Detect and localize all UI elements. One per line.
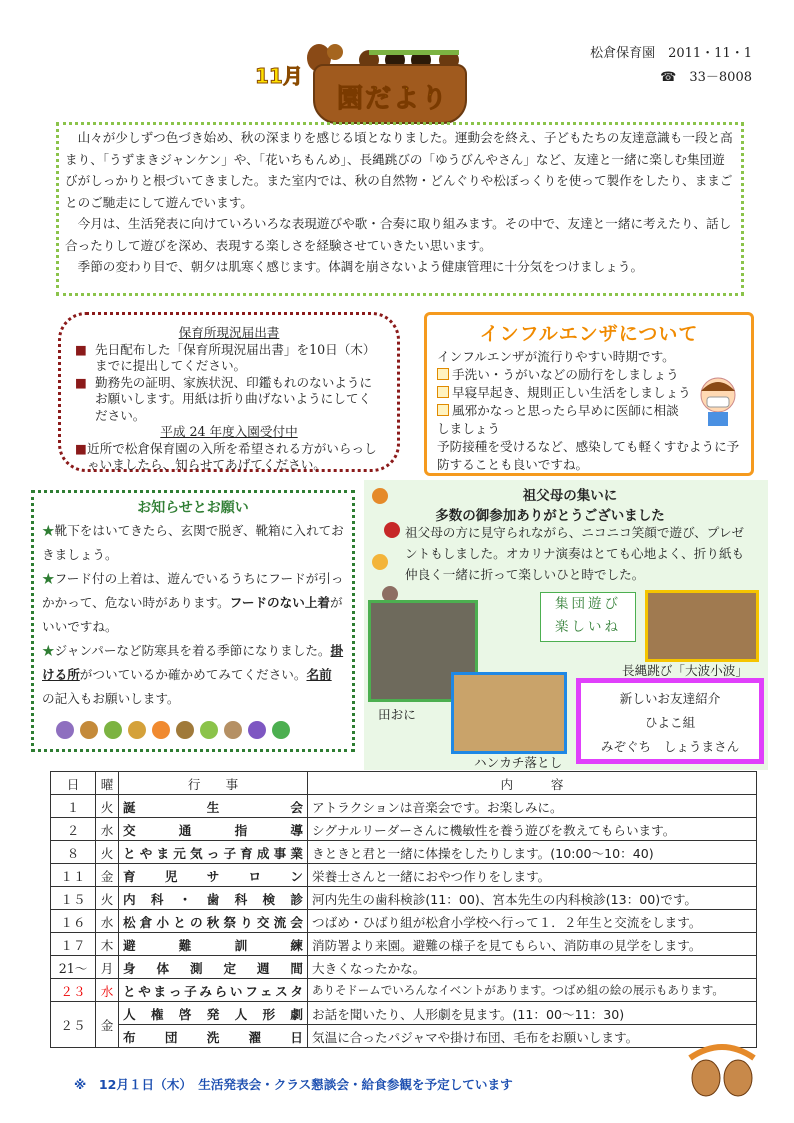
table-row <box>51 1025 757 1048</box>
weekday-cell: 金 <box>96 864 119 887</box>
column-header: 内 容 <box>308 772 757 795</box>
announcement-text: がついているか確かめてみてください。 <box>79 667 307 682</box>
photo-jump-rope <box>645 590 759 662</box>
announcement-text: の記入もお願いします。 <box>42 691 180 706</box>
content-cell: 気温に合ったパジャマや掛け布団、毛布をお願いします。 <box>308 1025 757 1048</box>
new-friend-line: 新しいお友達紹介 <box>619 691 721 706</box>
content-cell: ありそドームでいろんなイベントがあります。つばめ組の絵の展示もあります。 <box>308 979 757 1002</box>
group-play-line: 楽しいね <box>555 619 621 635</box>
day-cell: １１ <box>51 864 96 887</box>
day-cell: １ <box>51 795 96 818</box>
announcement-text: フード付の上着は、遊んでいるうちにフードが引っかかって、危ない時があります。 <box>42 571 344 610</box>
bullet-icon: ■ <box>75 374 87 390</box>
issuer-date: 松倉保育園 2011・11・1 <box>590 46 752 61</box>
event-cell: 布団洗濯日 <box>119 1025 308 1048</box>
group-play-label <box>540 592 636 642</box>
table-row <box>51 1002 757 1025</box>
bullet-icon: ■ <box>75 440 87 456</box>
table-row <box>51 910 757 933</box>
table-row <box>51 864 757 887</box>
acorn-characters-icon <box>684 1040 760 1100</box>
table-header-row <box>51 772 757 795</box>
weekday-cell: 火 <box>96 795 119 818</box>
photo-caption: 田おに <box>378 707 416 722</box>
content-cell: 大きくなったかな。 <box>308 956 757 979</box>
intro-paragraph: 今月は、生活発表に向けていろいろな表現遊びや歌・合奏に取り組みます。その中で、友達と一緒に考えたり、話し合ったりして遊びを深め、表現する楽しさを経験させていきたい思います。 <box>65 216 732 253</box>
content-cell: お話を聞いたり、人形劇を見ます。(11：00～11：30) <box>308 1002 757 1025</box>
notice-title: 保育所現況届出書 <box>178 325 280 340</box>
group-play-line: 集団遊び <box>555 596 621 612</box>
photo-caption: ハンカチ落とし <box>474 755 563 770</box>
event-cell: 内科・歯科検診 <box>119 887 308 910</box>
content-cell: アトラクションは音楽会です。お楽しみに。 <box>308 795 757 818</box>
notice-item: 先日配布した「保育所現況届出書」を10日（木）までに提出してください。 <box>95 341 376 373</box>
vegetables-decoration-icon <box>56 721 290 743</box>
event-cell: 人権啓発人形劇 <box>119 1002 308 1025</box>
weekday-cell: 金 <box>96 1002 119 1048</box>
grandparents-title-line: 祖父母の集いに <box>522 488 618 504</box>
announcement-emphasis: フードのない上着 <box>229 595 331 610</box>
table-row <box>51 818 757 841</box>
day-cell: ２ <box>51 818 96 841</box>
event-cell: 誕生会 <box>119 795 308 818</box>
logo-title: 園だより <box>337 84 450 114</box>
footnote: ※ 12月１日（木） 生活発表会・クラス懇談会・給食参観を予定しています <box>74 1077 513 1092</box>
star-icon: ★ <box>42 523 55 538</box>
grandparents-title-line: 多数の御参加ありがとうございました <box>435 508 665 524</box>
content-cell: シグナルリーダーさんに機敏性を養う遊びを教えてもらいます。 <box>308 818 757 841</box>
day-cell: ２３ <box>51 979 96 1002</box>
new-friend-box <box>576 678 764 764</box>
column-header: 曜 <box>96 772 119 795</box>
content-cell: きときと君と一緒に体操をしたりします。(10:00～10：40) <box>308 841 757 864</box>
day-cell: １７ <box>51 933 96 956</box>
newsletter-logo <box>255 38 470 120</box>
announcement-text: がいいですね。 <box>42 595 343 634</box>
announcements-box <box>31 490 355 752</box>
checkbox-icon <box>437 368 449 380</box>
day-cell: １５ <box>51 887 96 910</box>
announcement-text: 靴下をはいてきたら、玄関で脱ぎ、靴箱に入れておきましょう。 <box>42 523 344 562</box>
day-cell: ２５ <box>51 1002 96 1048</box>
content-cell: 河内先生の歯科検診(11：00)、宮本先生の内科検診(13：00)です。 <box>308 887 757 910</box>
content-cell: つばめ・ひばり組が松倉小学校へ行って１．２年生と交流をします。 <box>308 910 757 933</box>
table-row <box>51 933 757 956</box>
announcement-emphasis: 名前 <box>306 667 332 682</box>
weekday-cell: 火 <box>96 887 119 910</box>
table-row <box>51 841 757 864</box>
photo-handkerchief-game <box>451 672 567 754</box>
weekday-cell: 月 <box>96 956 119 979</box>
influenza-item: 風邪かなっと思ったら早めに医師に相談しましょう <box>437 403 679 436</box>
weekday-cell: 水 <box>96 818 119 841</box>
weekday-cell: 水 <box>96 979 119 1002</box>
bullet-icon: ■ <box>75 341 87 357</box>
announcement-emphasis: 掛ける所 <box>42 643 344 682</box>
grandparents-title <box>435 486 670 526</box>
notice-box <box>58 312 400 472</box>
table-row <box>51 956 757 979</box>
weekday-cell: 火 <box>96 841 119 864</box>
checkbox-icon <box>437 404 449 416</box>
table-row <box>51 887 757 910</box>
event-cell: とやまっ子みらいフェスタ <box>119 979 308 1002</box>
intro-message <box>56 122 744 296</box>
influenza-item: 手洗い・うがいなどの励行をしましょう <box>452 367 679 382</box>
content-cell: 消防署より来園。避難の様子を見てもらい、消防車の見学をします。 <box>308 933 757 956</box>
phone-number: ☎ 33－8008 <box>660 70 752 85</box>
content-cell: 栄養士さんと一緒におやつ作りをします。 <box>308 864 757 887</box>
day-cell: ８ <box>51 841 96 864</box>
star-icon: ★ <box>42 643 55 658</box>
influenza-lead: インフルエンザが流行りやすい時期です。 <box>437 349 675 364</box>
event-cell: 身体測定週間 <box>119 956 308 979</box>
masked-child-icon <box>693 373 743 427</box>
event-cell: 交通指導 <box>119 818 308 841</box>
table-row <box>51 979 757 1002</box>
notice-item: 勤務先の証明、家族状況、印鑑もれのないようにお願いします。用紙は折り曲げないようにしてください。 <box>95 374 373 423</box>
day-cell: 21～ <box>51 956 96 979</box>
influenza-title: インフルエンザについて <box>479 323 699 345</box>
weekday-cell: 水 <box>96 910 119 933</box>
intro-paragraph: 季節の変わり目で、朝夕は肌寒く感じます。体調を崩さないよう健康管理に十分気をつけましょう。 <box>77 259 644 274</box>
intro-paragraph: 山々が少しずつ色づき始め、秋の深まりを感じる頃となりました。運動会を終え、子どもたちの友達意識も一段と高まり、「うずまきジャンケン」や、「花いちもんめ」、長縄跳びの「ゆうびんやさん」など、友達と一緒に楽しむ集団遊びがしっかりと根づいてきました。また室内では、秋の自然物・どんぐりや松ぼっくりを使って製作をしたり、ままごとのご馳走にして遊んでいます。 <box>65 130 733 210</box>
checkbox-icon <box>437 386 449 398</box>
event-cell: 松倉小との秋祭り交流会 <box>119 910 308 933</box>
day-cell: １６ <box>51 910 96 933</box>
announcements-title: お知らせとお願い <box>137 500 249 516</box>
new-friend-line: みぞぐち しょうまさん <box>600 739 740 754</box>
star-icon: ★ <box>42 571 55 586</box>
logo-month: 11月 <box>255 64 303 88</box>
announcement-text: ジャンパーなど防寒具を着る季節になりました。 <box>54 643 331 658</box>
influenza-box <box>424 312 754 476</box>
notice-item: 近所で松倉保育園の入所を希望される方がいらっしゃいましたら、知らせてあげてください。 <box>87 440 377 472</box>
column-header: 日 <box>51 772 96 795</box>
grandparents-body: 祖父母の方に見守られながら、ニコニコ笑顔で遊び、プレゼントもしました。オカリナ演奏はとても心地よく、折り紙も仲良く一緒に折って楽しいひと時でした。 <box>405 525 745 582</box>
table-row <box>51 795 757 818</box>
event-cell: とやま元気っ子育成事業 <box>119 841 308 864</box>
influenza-item: 早寝早起き、規則正しい生活をしましょう <box>452 385 691 400</box>
schedule-table <box>50 771 757 1048</box>
event-cell: 避難訓練 <box>119 933 308 956</box>
photo-caption: 長縄跳び「大波小波」 <box>622 663 748 678</box>
notice-title: 平成 24 年度入園受付中 <box>160 424 298 439</box>
new-friend-line: ひよこ組 <box>644 715 696 730</box>
weekday-cell: 木 <box>96 933 119 956</box>
influenza-tail: 予防接種を受けるなど、感染しても軽くすむように予防することも良いですね。 <box>437 439 740 472</box>
event-cell: 育児サロン <box>119 864 308 887</box>
column-header: 行 事 <box>119 772 308 795</box>
